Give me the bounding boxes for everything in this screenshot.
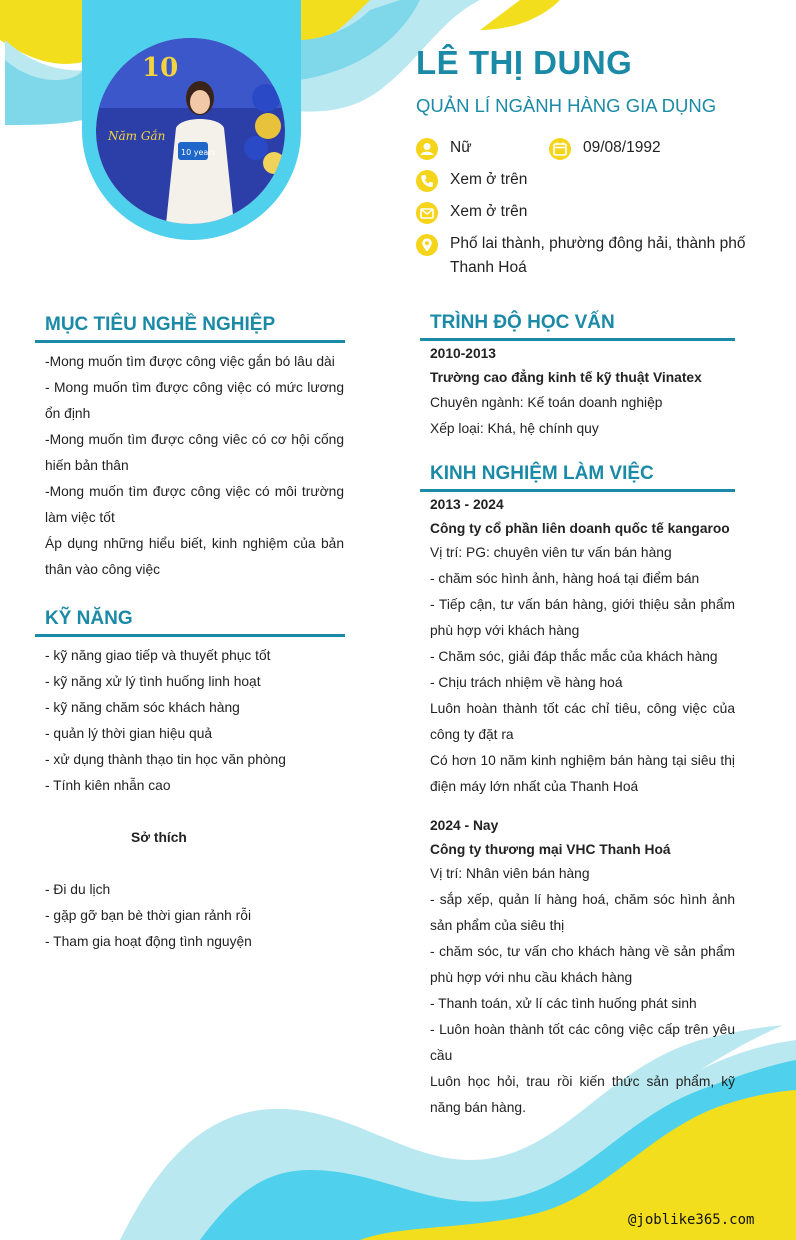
job-duty: - chăm sóc, tư vấn cho khách hàng về sản phẩm phù hợp với nhu cầu khách hàng — [430, 944, 735, 985]
watermark: @joblike365.com — [628, 1212, 755, 1228]
hobby-item: - Đi du lịch — [45, 882, 111, 897]
candidate-name: LÊ THỊ DUNG — [416, 44, 633, 81]
address-value — [450, 232, 760, 280]
education-divider — [420, 338, 735, 341]
job-company: Công ty thương mại VHC Thanh Hoá — [430, 842, 671, 857]
job-duty: - Chăm sóc, giải đáp thắc mắc của khách hàng — [430, 649, 718, 664]
job-duty: - chăm sóc hình ảnh, hàng hoá tại điểm bán — [430, 571, 700, 586]
job-duty: - sắp xếp, quản lí hàng hoá, chăm sóc hình ảnh sản phẩm của siêu thị — [430, 892, 735, 933]
photo-script-text: Năm Gắn — [108, 129, 166, 143]
gender-value: Nữ — [450, 139, 472, 156]
photo-banner-number: 10 — [142, 53, 179, 83]
hobby-title: Sở thích — [131, 830, 187, 845]
objective-item: -Mong muốn tìm được công việc gắn bó lâu dài — [45, 354, 335, 369]
user-icon — [416, 138, 438, 160]
profile-photo — [96, 38, 285, 224]
skills-list — [45, 643, 344, 799]
email-value: Xem ở trên — [450, 203, 528, 220]
skill-item: - xử dụng thành thạo tin học văn phòng — [45, 752, 286, 767]
skills-title: KỸ NĂNG — [45, 608, 133, 629]
address-line-2: Thanh Hoá — [450, 259, 527, 276]
education-period: 2010-2013 — [430, 346, 496, 361]
phone-icon — [416, 170, 438, 192]
job-duty: Có hơn 10 năm kinh nghiệm bán hàng tại siêu thị điện máy lớn nhất của Thanh Hoá — [430, 753, 735, 794]
address-line-1: Phố lai thành, phường đông hải, thành phố — [450, 235, 746, 252]
profile-photo-illustration — [96, 38, 285, 224]
job-period: 2013 - 2024 — [430, 497, 504, 512]
phone-value: Xem ở trên — [450, 171, 528, 188]
job-company: Công ty cổ phần liên doanh quốc tế kangaroo — [430, 521, 730, 536]
job-duty: Luôn hoàn thành tốt các chỉ tiêu, công việc của công ty đặt ra — [430, 701, 735, 742]
job-duty: - Chịu trách nhiệm về hàng hoá — [430, 675, 623, 690]
objective-item: -Mong muốn tìm được công việc có môi trường làm việc tốt — [45, 484, 344, 525]
objective-item: -Mong muốn tìm được công viêc có cơ hội cống hiến bản thân — [45, 432, 344, 473]
location-icon — [416, 234, 438, 256]
job-duty: - Thanh toán, xử lí các tình huống phát sinh — [430, 996, 697, 1011]
job-role: Vị trí: Nhân viên bán hàng — [430, 866, 590, 881]
job-duty: Luôn học hỏi, trau rồi kiến thức sản phẩm, kỹ năng bán hàng. — [430, 1074, 735, 1115]
hobby-item: - Tham gia hoạt động tình nguyện — [45, 934, 252, 949]
skill-item: - kỹ năng xử lý tình huống linh hoạt — [45, 674, 261, 689]
education-title: TRÌNH ĐỘ HỌC VẤN — [430, 312, 615, 333]
hobby-item: - gặp gỡ bạn bè thời gian rảnh rỗi — [45, 908, 252, 923]
education-school: Trường cao đẳng kinh tế kỹ thuật Vinatex — [430, 370, 702, 385]
job-2 — [430, 814, 735, 1121]
education-major: Chuyên ngành: Kế toán doanh nghiệp — [430, 395, 663, 410]
objective-title: MỤC TIÊU NGHỀ NGHIỆP — [45, 314, 276, 335]
job-duty: - Luôn hoàn thành tốt các công việc cấp trên yêu cầu — [430, 1022, 735, 1063]
skill-item: - Tính kiên nhẫn cao — [45, 778, 171, 793]
objective-divider — [35, 340, 345, 343]
mail-icon — [416, 202, 438, 224]
job-role: Vị trí: PG: chuyên viên tư vấn bán hàng — [430, 545, 672, 560]
skills-divider — [35, 634, 345, 637]
objective-list — [45, 349, 344, 583]
skill-item: - quản lý thời gian hiệu quả — [45, 726, 213, 741]
calendar-icon — [549, 138, 571, 160]
education-block — [430, 342, 735, 442]
job-1 — [430, 493, 735, 800]
experience-title: KINH NGHIỆM LÀM VIỆC — [430, 463, 654, 484]
birthday-value: 09/08/1992 — [583, 139, 661, 156]
skill-item: - kỹ năng giao tiếp và thuyết phục tốt — [45, 648, 271, 663]
objective-item: Áp dụng những hiểu biết, kinh nghiệm của bản thân vào công việc — [45, 536, 344, 577]
education-grade: Xếp loại: Khá, hệ chính quy — [430, 421, 599, 436]
candidate-position: QUẢN LÍ NGÀNH HÀNG GIA DỤNG — [416, 95, 717, 116]
objective-item: - Mong muốn tìm được công việc có mức lương ổn định — [45, 380, 344, 421]
skill-item: - kỹ năng chăm sóc khách hàng — [45, 700, 240, 715]
experience-divider — [420, 489, 735, 492]
photo-badge-text: 10 years — [181, 148, 216, 157]
job-period: 2024 - Nay — [430, 818, 499, 833]
job-duty: - Tiếp cận, tư vấn bán hàng, giới thiệu sản phẩm phù hợp với khách hàng — [430, 597, 735, 638]
hobby-list — [45, 877, 344, 955]
